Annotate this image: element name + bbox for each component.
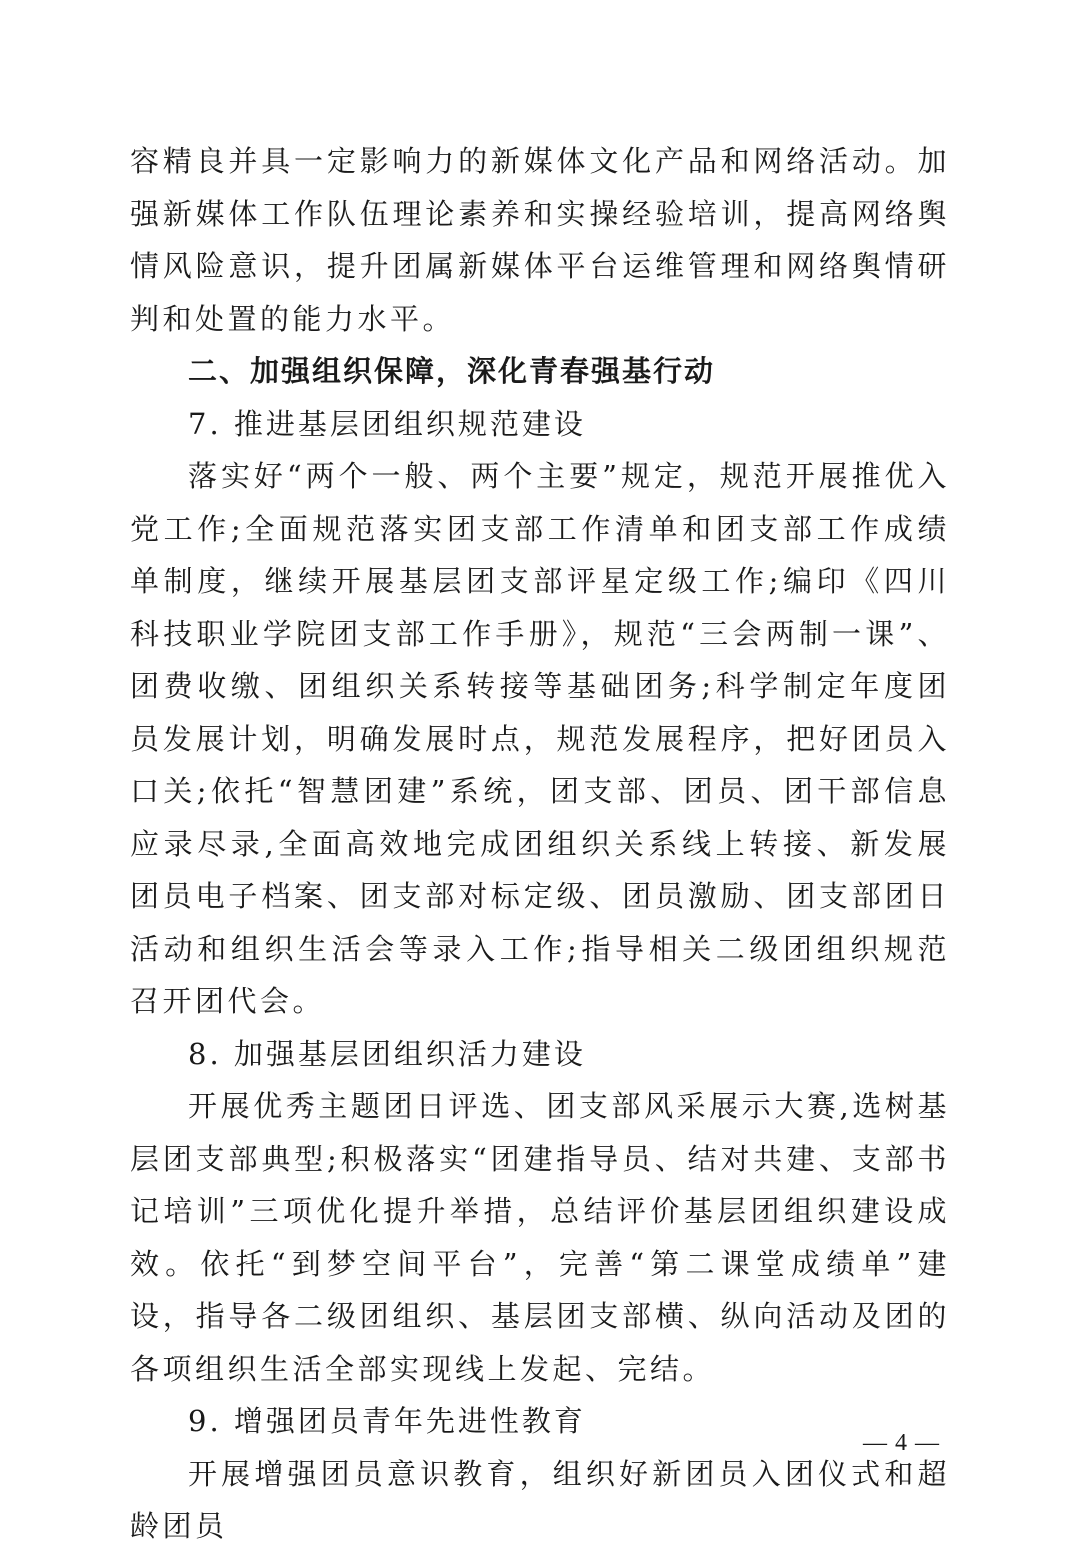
subheading-7: 7. 推进基层团组织规范建设 xyxy=(188,406,586,441)
paragraph-8: 开展优秀主题团日评选、团支部风采展示大赛,选树基层团支部典型;积极落实“团建指导员、结对共建、支部书记培训”三项优化提升举措，总结评价基层团组织建设成效。依托“到梦空间平台”，完善“第二课堂成绩单”建设，指导各二级团组织、基层团支部横、纵向活动及团的各项组织生活全部实现线上发起、完结。 xyxy=(130,1089,950,1386)
paragraph-7: 落实好“两个一般、两个主要”规定，规范开展推优入党工作;全面规范落实团支部工作清单和团支部工作成绩单制度，继续开展基层团支部评星定级工作;编印《四川科技职业学院团支部工作手册》，规范“三会两制一课”、团费收缴、团组织关系转接等基础团务;科学制定年度团员发展计划，明确发展时点，规范发展程序，把好团员入口关;依托“智慧团建”系统，团支部、团员、团干部信息应录尽录,全面高效地完成团组织关系线上转接、新发展团员电子档案、团支部对标定级、团员激励、团支部团日活动和组织生活会等录入工作;指导相关二级团组织规范召开团代会。 xyxy=(130,459,950,1018)
subheading-8: 8. 加强基层团组织活力建设 xyxy=(188,1036,586,1071)
section-heading: 二、加强组织保障，深化青春强基行动 xyxy=(188,354,716,388)
page-number: — 4 — xyxy=(863,1430,940,1456)
paragraph-continuation: 容精良并具一定影响力的新媒体文化产品和网络活动。加强新媒体工作队伍理论素养和实操经验培训，提高网络舆情风险意识，提升团属新媒体平台运维管理和网络舆情研判和处置的能力水平。 xyxy=(130,144,950,336)
subheading-9: 9. 增强团员青年先进性教育 xyxy=(188,1404,586,1438)
paragraph-9: 开展增强团员意识教育，组织好新团员入团仪式和超龄团员 xyxy=(130,1456,950,1543)
document-body xyxy=(130,135,950,1553)
